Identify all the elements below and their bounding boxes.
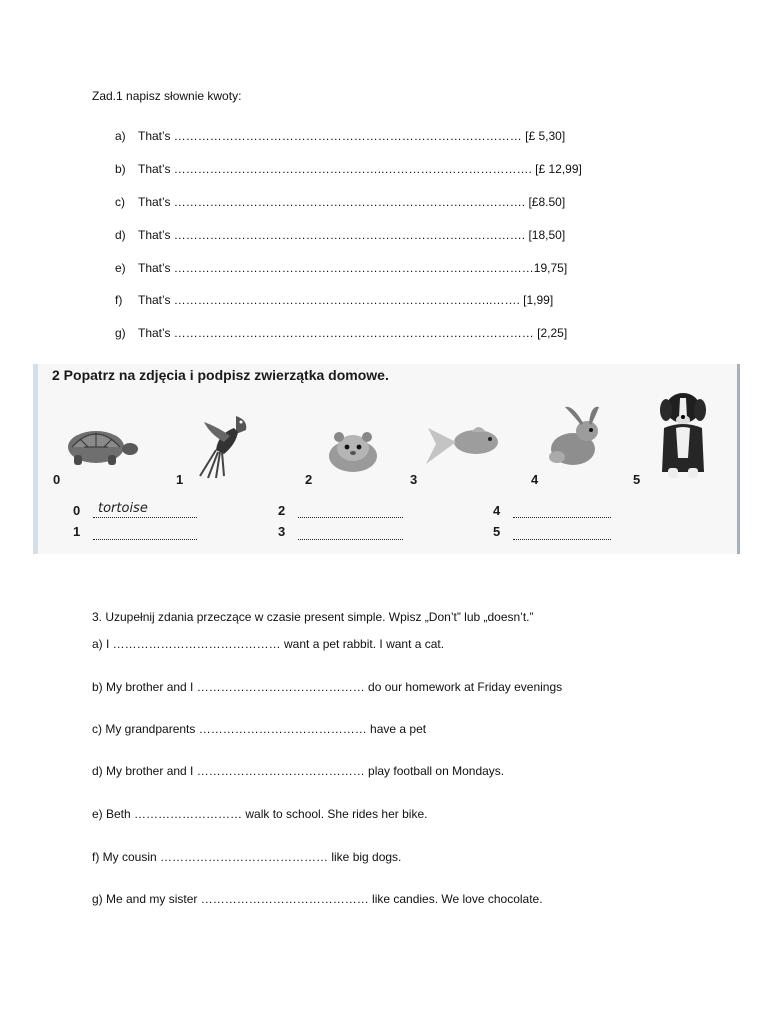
rabbit-icon <box>543 403 605 469</box>
parrot-icon <box>196 410 254 480</box>
picture-number: 0 <box>53 472 61 487</box>
item-letter: d) <box>115 228 126 242</box>
dog-icon <box>654 388 712 482</box>
picture-number: 5 <box>633 472 641 487</box>
exercise-1-item-d <box>0 228 768 244</box>
exercise-2-heading: 2 Popatrz na zdjęcia i podpisz zwierzątka domowe. <box>52 367 389 383</box>
goldfish-icon <box>424 420 508 470</box>
answer-line-1[interactable] <box>93 525 197 540</box>
exercise-3-item-a: a) I …………………………………… want a pet rabbit. I want a cat. <box>92 637 445 651</box>
exercise-3-item-e: e) Beth ……………………… walk to school. She rides her bike. <box>92 807 428 821</box>
picture-number: 1 <box>176 472 184 487</box>
answer-number: 1 <box>73 524 81 539</box>
item-text: That’s ……………………………………………………………………………… [2,25] <box>138 326 568 340</box>
exercise-3-item-g: g) Me and my sister …………………………………… like candies. We love chocolate. <box>92 892 543 906</box>
picture-number: 2 <box>305 472 313 487</box>
item-letter: g) <box>115 326 126 340</box>
item-text: That’s …………………………………………………………………………… [£ 5,30] <box>138 129 566 143</box>
picture-number: 3 <box>410 472 418 487</box>
answer-number: 3 <box>278 524 286 539</box>
example-answer: tortoise <box>98 501 148 516</box>
item-letter: c) <box>115 195 125 209</box>
exercise-3-title: 3. Uzupełnij zdania przeczące w czasie present simple. Wpisz „Don’t” lub „doesn’t.” <box>92 610 534 624</box>
exercise-3-item-f: f) My cousin …………………………………… like big dogs. <box>92 850 402 864</box>
item-text: That’s ……………………………………………………………………………. [18,50] <box>138 228 566 242</box>
exercise-1-item-e <box>0 261 768 277</box>
exercise-1-title: Zad.1 napisz słownie kwoty: <box>92 89 242 103</box>
item-letter: a) <box>115 129 126 143</box>
answer-line-2[interactable] <box>298 503 403 518</box>
exercise-1-item-c <box>0 195 768 211</box>
tortoise-icon <box>58 425 140 467</box>
answer-number: 4 <box>493 503 501 518</box>
answer-line-4[interactable] <box>513 503 611 518</box>
answer-line-5[interactable] <box>513 525 611 540</box>
exercise-1-item-b <box>0 162 768 178</box>
item-text: That’s ……………………………………………..………………………………. [£ 12,99] <box>138 162 582 176</box>
item-text: That’s ……………………………………………………………………………. [£8.50] <box>138 195 566 209</box>
exercise-3-item-b: b) My brother and I …………………………………… do our homework at Friday evenings <box>92 680 563 694</box>
exercise-1-item-g <box>0 326 768 342</box>
item-letter: f) <box>115 293 123 307</box>
answer-number: 0 <box>73 503 81 518</box>
exercise-3-item-c: c) My grandparents …………………………………… have a pet <box>92 722 427 736</box>
answer-number: 5 <box>493 524 501 539</box>
exercise-1-item-f <box>0 293 768 309</box>
exercise-1-item-a <box>0 129 768 145</box>
picture-number: 4 <box>531 472 539 487</box>
item-letter: b) <box>115 162 126 176</box>
hamster-icon <box>326 428 380 474</box>
item-text: That’s ………………………………………………………………………………19,75] <box>138 261 568 275</box>
answer-line-3[interactable] <box>298 525 403 540</box>
item-text: That’s ……………………………………………………………………..……. [1,99] <box>138 293 554 307</box>
exercise-3-item-d: d) My brother and I …………………………………… play football on Mondays. <box>92 764 505 778</box>
answer-number: 2 <box>278 503 286 518</box>
item-letter: e) <box>115 261 126 275</box>
